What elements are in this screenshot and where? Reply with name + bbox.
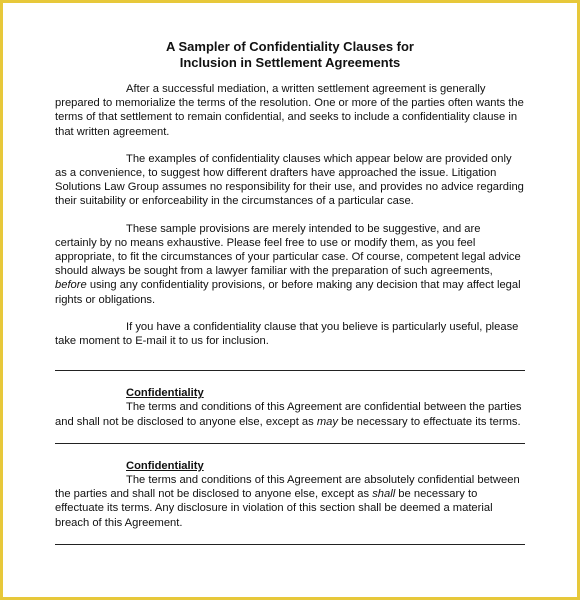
clause-2-text-a: The terms and conditions of this Agreement are absolutely confidential between the parties and shall not be disclosed to anyone else, except as — [55, 474, 520, 501]
document-content — [55, 39, 525, 545]
clause-2-body — [55, 473, 525, 530]
clause-1-text-a: The terms and conditions of this Agreement are confidential between the parties and shall not be disclosed to anyone else, except as — [55, 401, 522, 428]
clause-1-emphasis: may — [316, 415, 338, 428]
title-line-1: A Sampler of Confidentiality Clauses for — [165, 39, 414, 54]
divider-line — [55, 544, 525, 545]
divider-line — [55, 370, 525, 371]
intro-paragraph-4: If you have a confidentiality clause that you believe is particularly useful, please take moment to E-mail it to us for inclusion. — [55, 320, 519, 348]
intro-paragraph-3 — [55, 222, 525, 307]
clause-2-text-b: be necessary to effectuate its terms. Any disclosure in violation of this section shall be deemed a material breach of this Agreement. — [55, 488, 493, 529]
clause-1 — [55, 386, 525, 429]
title-line-2: Inclusion in Settlement Agreements — [179, 55, 401, 70]
clause-1-text-b: be necessary to effectuate its terms. — [337, 415, 521, 428]
document-title — [55, 39, 525, 71]
clause-2-heading: Confidentiality — [126, 459, 204, 472]
intro-paragraph-2: The examples of confidentiality clauses which appear below are provided only as a convenience, to suggest how different drafters have approached the issue. Litigation Solutions Law Group assumes no responsibility for their use, and provides no advice regarding their suitability or enforceability in the circumstances of a particular case. — [55, 152, 524, 208]
clause-2-emphasis: shall — [372, 488, 396, 501]
clause-2 — [55, 459, 525, 530]
paragraph-3-emphasis: before — [55, 279, 87, 292]
paragraph-3-text-a: These sample provisions are merely intended to be suggestive, and are certainly by no means exhaustive. Please feel free to use or modify them, as you feel appropriate, to fit the circumstances of your particular case. Of course, competent legal advice should always be sought from a lawyer familiar with the preparation of such agreements, — [55, 222, 521, 278]
paragraph-3-text-b: using any confidentiality provisions, or before making any decision that may affect legal rights or obligations. — [55, 279, 521, 306]
clause-1-body — [55, 400, 525, 428]
clause-1-heading: Confidentiality — [126, 387, 204, 400]
document-page — [3, 3, 577, 597]
intro-paragraph-1: After a successful mediation, a written settlement agreement is generally prepared to memorialize the terms of the resolution. One or more of the parties often wants the terms of that settlement to remain confidential, and seeks to include a confidentiality clause in that written agreement. — [55, 83, 524, 138]
divider-line — [55, 443, 525, 444]
